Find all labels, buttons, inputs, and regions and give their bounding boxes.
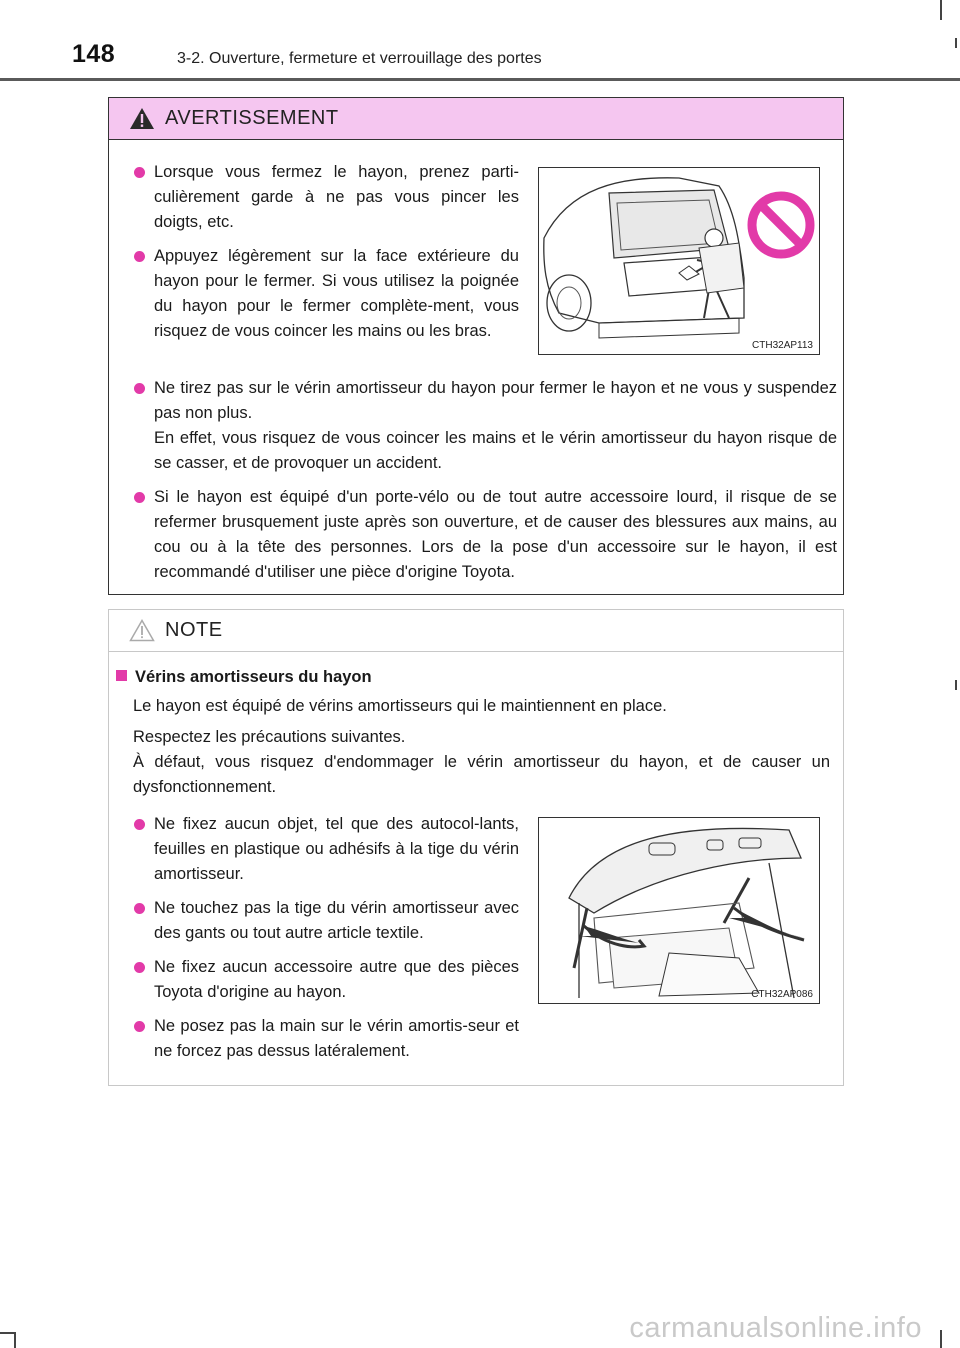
square-bullet-icon [116, 670, 127, 681]
note-bullet [130, 812, 519, 887]
note-bullet-text: Ne touchez pas la tige du vérin amortisseur avec des gants ou tout autre article textile. [154, 899, 519, 942]
bullet-icon [134, 1021, 145, 1032]
note-bullet-text: Ne fixez aucun objet, tel que des autocol-lants, feuilles en plastique ou adhésifs à la tige du vérin amortisseur. [154, 815, 519, 883]
note-bullet [130, 896, 519, 946]
crop-mark [955, 38, 957, 48]
note-subheading-row [116, 665, 830, 690]
note-subheading: Vérins amortisseurs du hayon [135, 668, 372, 686]
warning-bullet-continuation: En effet, vous risquez de vous coincer les mains et le vérin amortisseur du hayon risque de se casser, et de provoquer un accident. [154, 429, 837, 472]
warning-bullet [130, 244, 519, 344]
warning-bullet [130, 485, 837, 585]
note-bullet [130, 1014, 519, 1064]
figure-code: CTH32AP113 [752, 340, 813, 351]
crop-mark [940, 1330, 942, 1348]
note-paragraph: Le hayon est équipé de vérins amortisseurs qui le maintiennent en place. [133, 697, 667, 715]
header-rule [0, 78, 960, 81]
warning-bullet-text: Si le hayon est équipé d'un porte-vélo ou de tout autre accessoire lourd, il risque de se refermer brusquement juste après son ouverture, et de causer des blessures aux mains, au cou ou à la tête des personnes. Lors de la pose d'un accessoire sur le hayon, il est recommandé d'utiliser une pièce d'origine Toyota. [154, 488, 837, 581]
note-bullet-text: Ne posez pas la main sur le vérin amortis-seur et ne forcez pas dessus latéralement. [154, 1017, 519, 1060]
bullet-icon [134, 167, 145, 178]
warning-triangle-icon [129, 107, 155, 130]
note-paragraph: À défaut, vous risquez d'endommager le vérin amortisseur du hayon, et de causer un dysfonctionnement. [133, 753, 830, 796]
crop-mark [940, 0, 942, 20]
note-header [109, 610, 843, 652]
figure-code: CTH32AP086 [751, 989, 813, 1000]
warning-bullet [130, 376, 837, 476]
bullet-icon [134, 962, 145, 973]
watermark: carmanualsonline.info [629, 1312, 922, 1344]
note-bullets [130, 812, 519, 1073]
crop-mark [955, 680, 957, 690]
bullet-icon [134, 383, 145, 394]
warning-full-width [130, 376, 837, 594]
warning-bullet [130, 160, 519, 235]
warning-bullet-text: Lorsque vous fermez le hayon, prenez parti-culièrement garde à ne pas vous pincer les doigts, etc. [154, 163, 519, 231]
crop-mark [14, 1332, 16, 1348]
warning-header [109, 98, 843, 140]
bullet-icon [134, 819, 145, 830]
warning-bullet-text: Ne tirez pas sur le vérin amortisseur du hayon pour fermer le hayon et ne vous y suspendez pas non plus. [154, 379, 837, 422]
damper-strut-figure [538, 817, 820, 1004]
section-title: 3-2. Ouverture, fermeture et verrouillage des portes [177, 50, 542, 67]
tailgate-closing-figure [538, 167, 820, 355]
note-paragraph: Respectez les précautions suivantes. [133, 728, 406, 746]
prohibited-icon [746, 190, 816, 260]
note-bullet-text: Ne fixez aucun accessoire autre que des pièces Toyota d'origine au hayon. [154, 958, 519, 1001]
warning-title: AVERTISSEMENT [165, 107, 339, 129]
warning-left-column [130, 160, 519, 353]
note-paragraphs [116, 694, 830, 800]
warning-bullet-text: Appuyez légèrement sur la face extérieure du hayon pour le fermer. Si vous utilisez la poignée du hayon pour le fermer complète-ment, vous risquez de vous coincer les mains ou les bras. [154, 247, 519, 340]
crop-mark [0, 1332, 14, 1334]
page-number: 148 [72, 40, 116, 68]
bullet-icon [134, 251, 145, 262]
caution-triangle-icon [129, 619, 155, 642]
bullet-icon [134, 492, 145, 503]
note-bullet [130, 955, 519, 1005]
open-tailgate-illustration [539, 818, 819, 1003]
note-title: NOTE [165, 619, 223, 641]
note-intro [116, 665, 830, 800]
bullet-icon [134, 903, 145, 914]
